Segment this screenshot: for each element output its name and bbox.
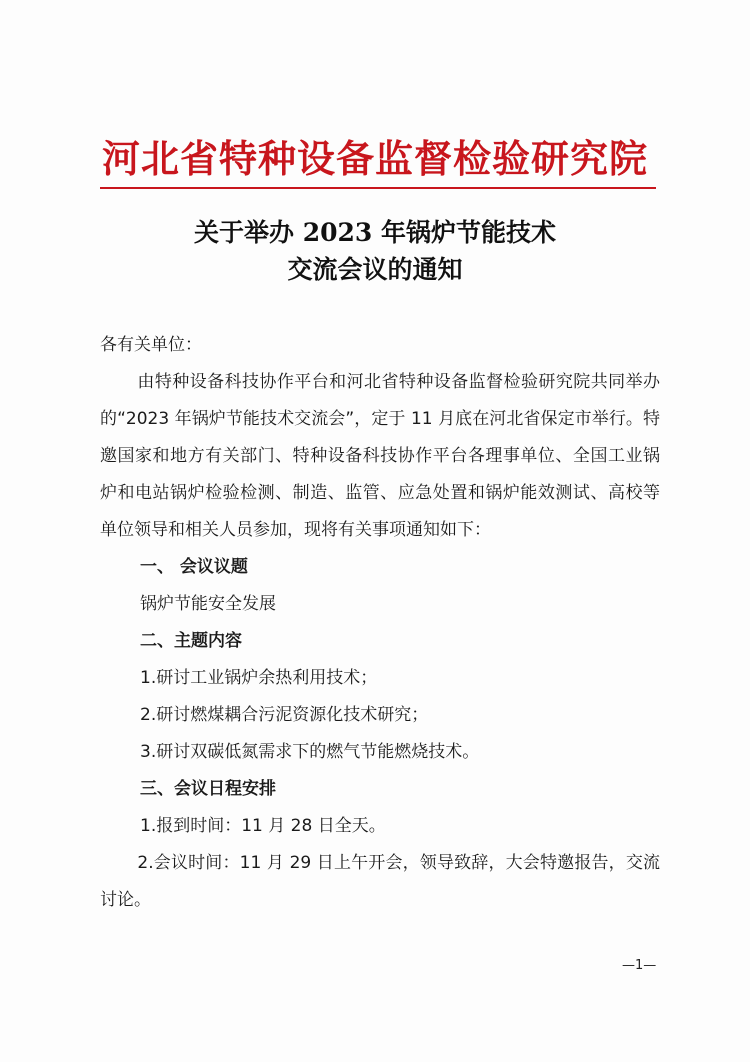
section-item: 1.研讨工业锅炉余热利用技术； (140, 668, 378, 688)
document-body (100, 327, 660, 919)
section-item: 锅炉节能安全发展 (140, 594, 276, 614)
salutation: 各有关单位： (100, 335, 202, 355)
title-line-1: 关于举办 2023 年锅炉节能技术 (194, 218, 556, 247)
section-heading-content: 二、主题内容 (140, 631, 242, 651)
section-heading-schedule: 三、会议日程安排 (140, 779, 276, 799)
title-line-2: 交流会议的通知 (287, 255, 463, 284)
document-title (0, 214, 750, 288)
red-header-rule (100, 187, 656, 189)
section-item: 3.研讨双碳低氮需求下的燃气节能燃烧技术。 (140, 742, 480, 762)
page-number: —1— (622, 958, 657, 973)
intro-paragraph: 由特种设备科技协作平台和河北省特种设备监督检验研究院共同举办的“2023 年锅炉节能技术交流会”，定于 11 月底在河北省保定市举行。特邀国家和地方有关部门、特种设备科技协作平台各理事单位、全国工业锅炉和电站锅炉检验检测、制造、监管、应急处置和锅炉能效测试、高校等单位领导和相关人员参加，现将有关事项通知如下： (100, 372, 660, 540)
organization-header: 河北省特种设备监督检验研究院 (101, 136, 648, 181)
section-item-wrapped: 2.会议时间：11 月 29 日上午开会，领导致辞，大会特邀报告，交流讨论。 (100, 853, 660, 910)
section-item: 1.报到时间：11 月 28 日全天。 (140, 816, 386, 836)
section-item: 2.研讨燃煤耦合污泥资源化技术研究； (140, 705, 429, 725)
section-heading-topic: 一、 会议议题 (140, 557, 248, 577)
